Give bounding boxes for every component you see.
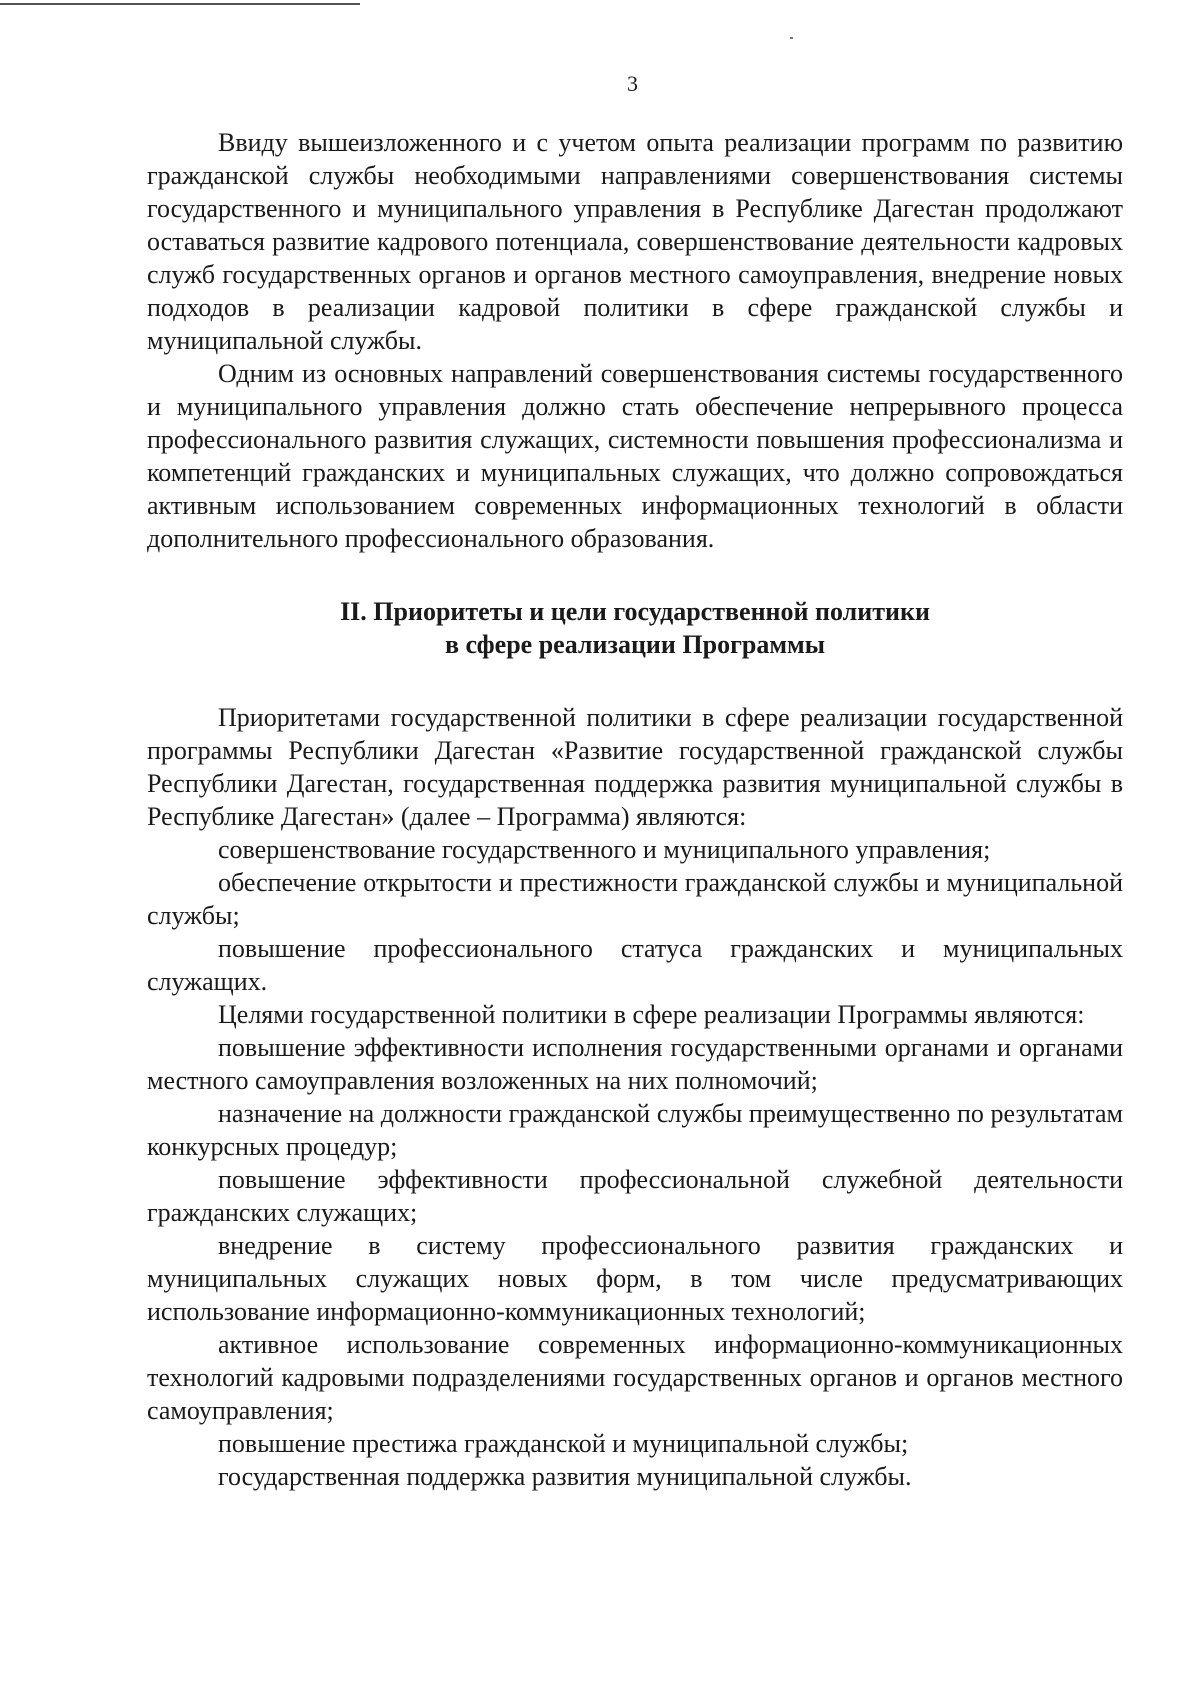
scan-speck <box>790 37 793 39</box>
document-body <box>147 126 1123 1493</box>
goal-item: повышение эффективности исполнения государственными органами и органами местного самоуправления возложенных на них полномочий; <box>147 1033 1123 1095</box>
priority-item: обеспечение открытости и престижности гражданской службы и муниципальной службы; <box>147 868 1123 930</box>
priority-item: совершенствование государственного и муниципального управления; <box>218 835 991 864</box>
goals-intro: Целями государственной политики в сфере реализации Программы являются: <box>218 1000 1085 1029</box>
page-number: 3 <box>627 71 638 96</box>
goal-item: повышение эффективности профессиональной служебной деятельности гражданских служащих; <box>147 1165 1123 1227</box>
goal-item: назначение на должности гражданской службы преимущественно по результатам конкурсных процедур; <box>147 1099 1123 1161</box>
priorities-intro: Приоритетами государственной политики в сфере реализации государственной программы Республики Дагестан «Развитие государственной гражданской службы Республики Дагестан, государственная поддержка развития муниципальной службы в Республике Дагестан» (далее – Программа) являются: <box>147 703 1123 831</box>
section-heading <box>147 595 1123 661</box>
intro-paragraph-2: Одним из основных направлений совершенствования системы государственного и муниципального управления должно стать обеспечение непрерывного процесса профессионального развития служащих, системности повышения профессионализма и компетенций гражданских и муниципальных служащих, что должно сопровождаться активным использованием современных информационных технологий в области дополнительного профессионального образования. <box>147 359 1123 553</box>
goal-item: повышение престижа гражданской и муниципальной службы; <box>218 1429 909 1458</box>
priority-item: повышение профессионального статуса гражданских и муниципальных служащих. <box>147 934 1123 996</box>
goal-item: внедрение в систему профессионального развития гражданских и муниципальных служащих новых форм, в том числе предусматривающих использование информационно-коммуникационных технологий; <box>147 1231 1123 1326</box>
section-heading-line-1: II. Приоритеты и цели государственной политики <box>340 597 930 626</box>
section-heading-line-2: в сфере реализации Программы <box>444 630 826 659</box>
scan-edge-line <box>0 3 360 5</box>
goal-item: государственная поддержка развития муниципальной службы. <box>218 1462 912 1491</box>
goal-item: активное использование современных информационно-коммуникационных технологий кадровыми подразделениями государственных органов и органов местного самоуправления; <box>147 1330 1123 1425</box>
intro-paragraph-1: Ввиду вышеизложенного и с учетом опыта реализации программ по развитию гражданской службы необходимыми направлениями совершенствования системы государственного и муниципального управления в Республике Дагестан продолжают оставаться развитие кадрового потенциала, совершенствование деятельности кадровых служб государственных органов и органов местного самоуправления, внедрение новых подходов в реализации кадровой политики в сфере гражданской службы и муниципальной службы. <box>147 128 1123 355</box>
